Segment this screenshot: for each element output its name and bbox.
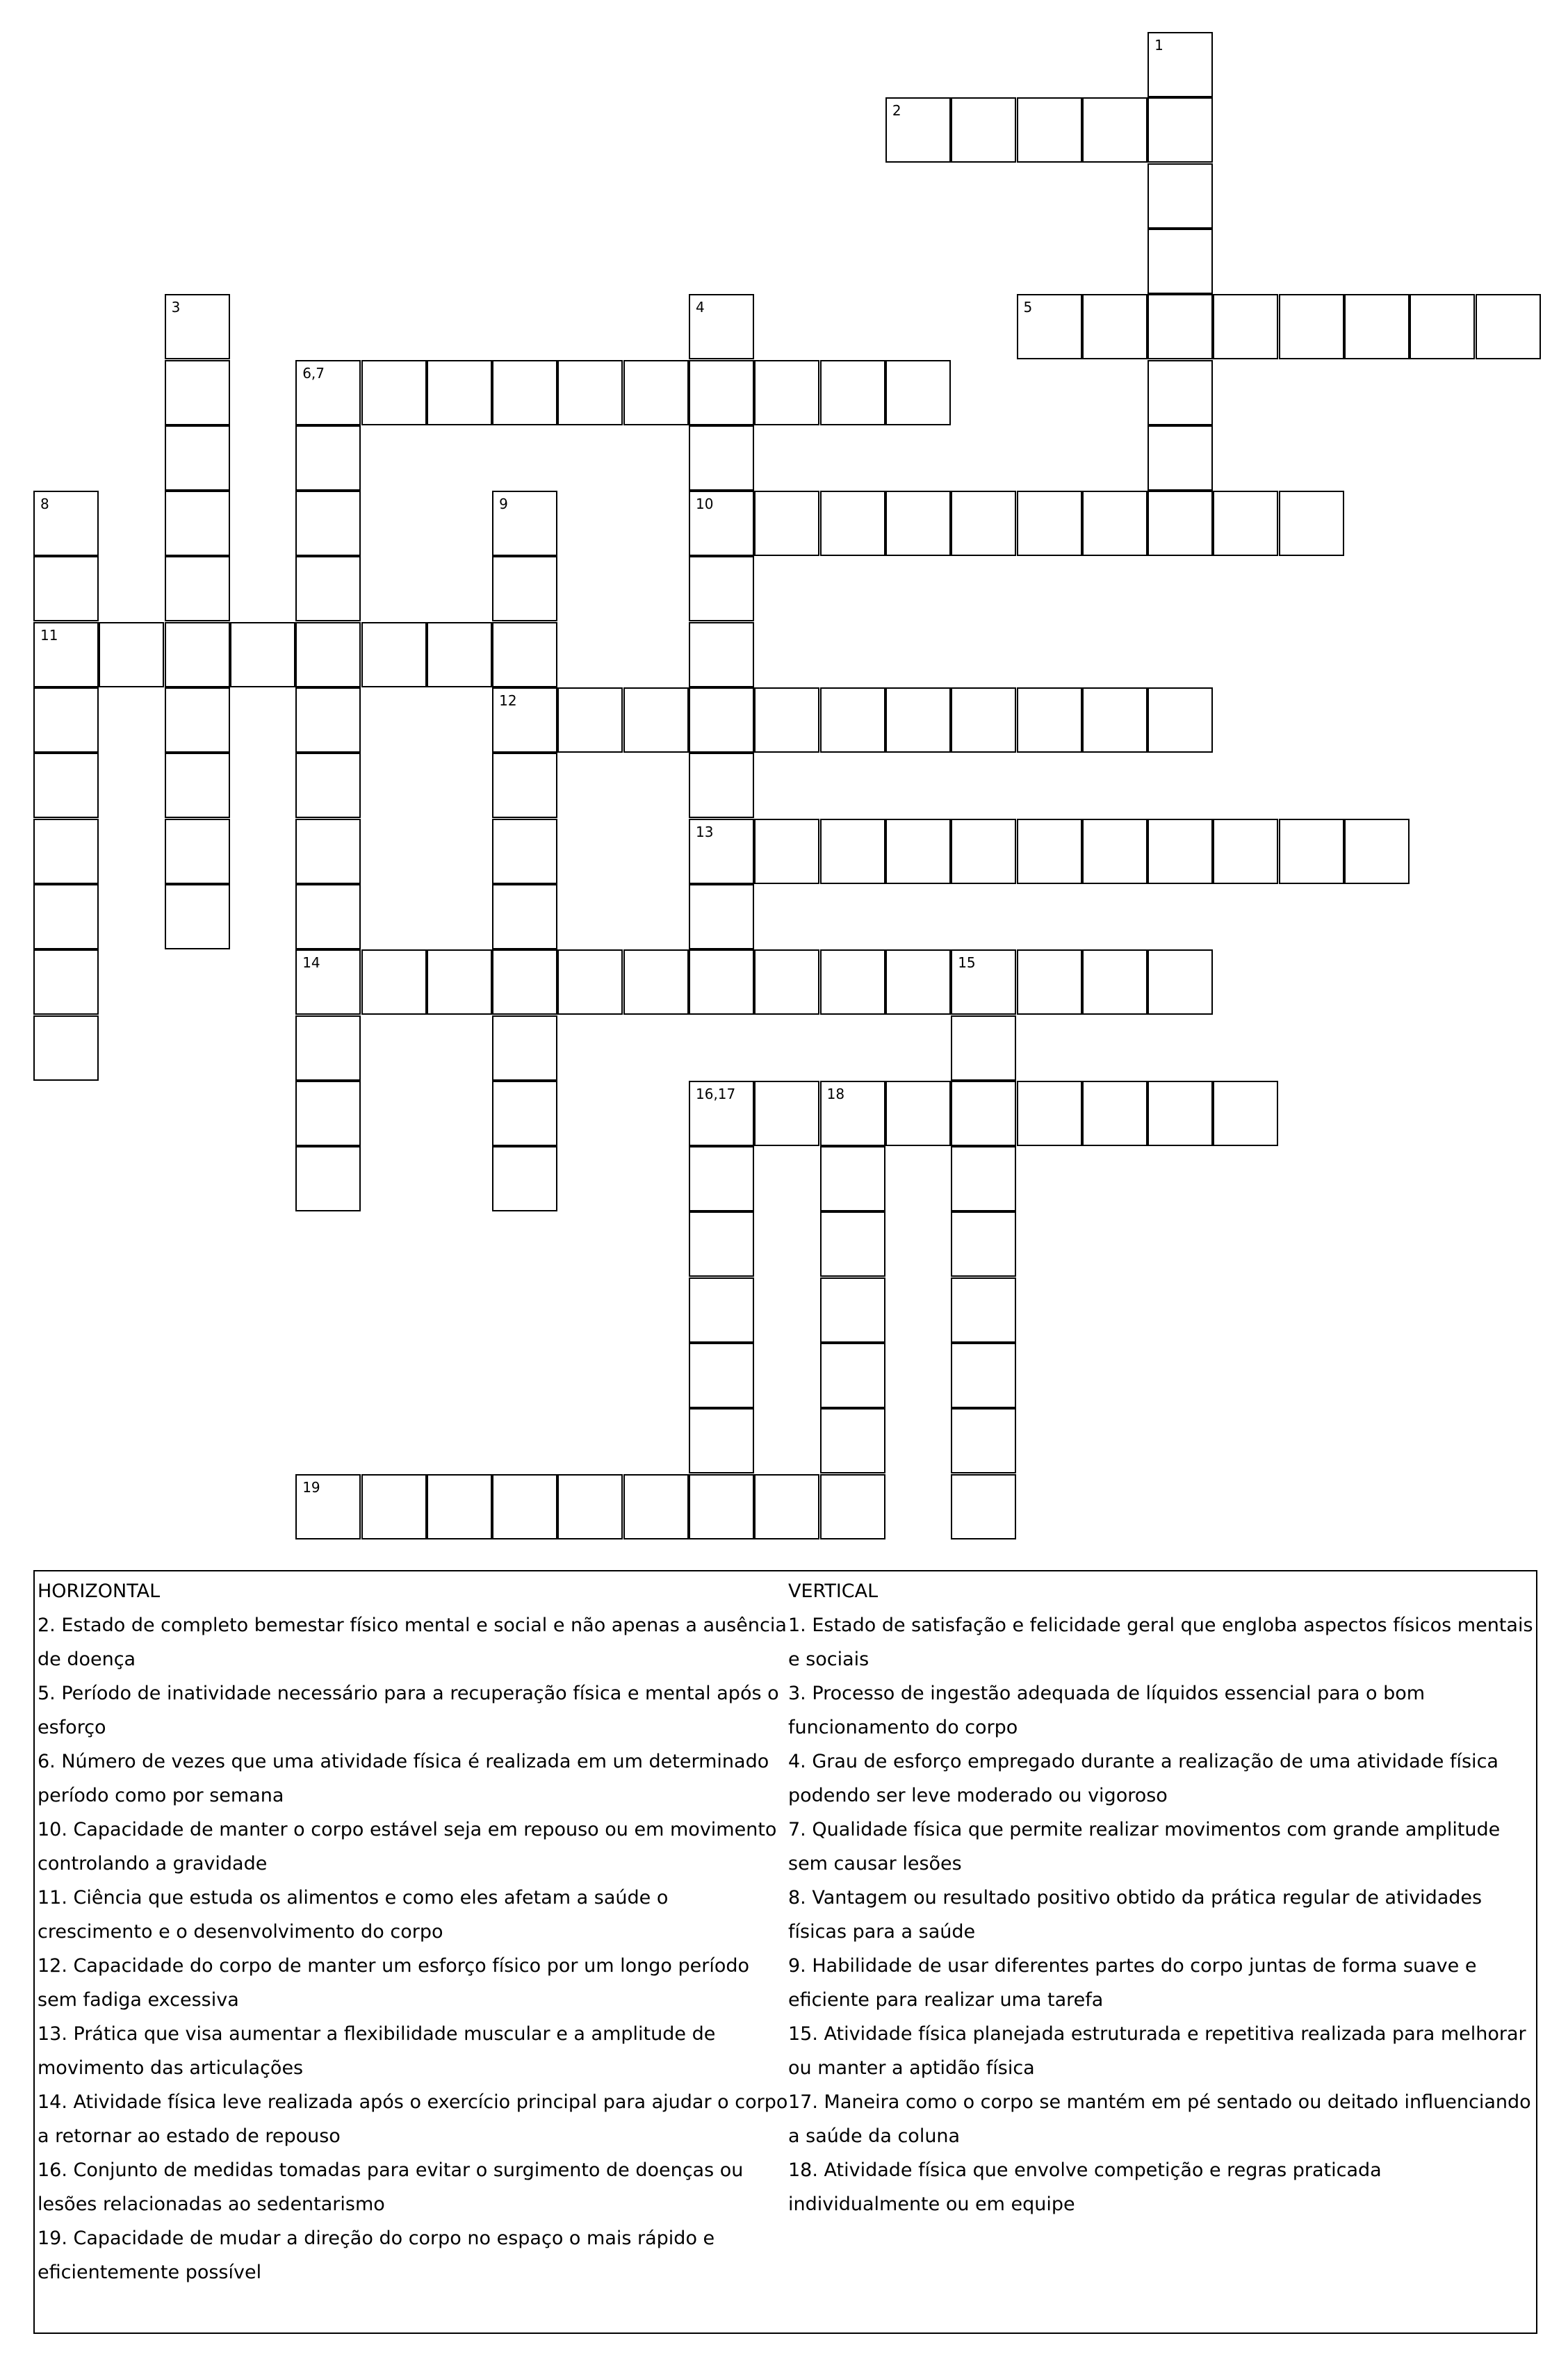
grid-cell[interactable]	[165, 622, 230, 687]
grid-cell[interactable]	[1082, 491, 1148, 556]
grid-cell[interactable]	[754, 1081, 819, 1146]
grid-cell[interactable]	[951, 1081, 1016, 1146]
vertical-clue: 4. Grau de esforço empregado durante a realização de uma atividade física podendo ser leve moderado ou vigoroso	[788, 1751, 1498, 1806]
vertical-clue: 7. Qualidade física que permite realizar movimentos com grande amplitude sem causar lesões	[788, 1819, 1501, 1874]
grid-cell[interactable]	[1344, 819, 1410, 884]
grid-cell[interactable]	[1017, 491, 1082, 556]
grid-cell[interactable]	[1279, 819, 1344, 884]
horizontal-clue: 19. Capacidade de mudar a direção do corpo no espaço o mais rápido e eficientemente possível	[38, 2228, 715, 2283]
grid-cell[interactable]	[623, 360, 689, 425]
grid-cell[interactable]	[885, 949, 951, 1015]
grid-cell[interactable]	[689, 949, 754, 1015]
clue-number: 18	[826, 1085, 845, 1102]
clue-number: 15	[958, 954, 976, 972]
horizontal-clue: 5. Período de inatividade necessário para a recuperação física e mental após o esforço	[38, 1683, 779, 1738]
grid-cell[interactable]	[361, 360, 427, 425]
grid-cell[interactable]	[754, 360, 819, 425]
grid-cell[interactable]	[689, 425, 754, 491]
grid-cell[interactable]	[33, 556, 99, 621]
vertical-clue: 17. Maneira como o corpo se mantém em pé sentado ou deitado influenciando a saúde da coluna	[788, 2091, 1531, 2147]
grid-cell[interactable]	[689, 556, 754, 621]
clue-number: 5	[1023, 299, 1033, 316]
grid-cell[interactable]	[295, 360, 361, 425]
grid-cell[interactable]	[492, 753, 557, 818]
grid-cell[interactable]	[1213, 294, 1278, 359]
grid-cell[interactable]	[1017, 97, 1082, 163]
grid-cell[interactable]	[492, 819, 557, 884]
grid-cell[interactable]	[1213, 819, 1278, 884]
grid-cell[interactable]	[1148, 491, 1213, 556]
grid-cell[interactable]	[820, 1146, 885, 1211]
horizontal-clue: 12. Capacidade do corpo de manter um esforço físico por um longo período sem fadiga excessiva	[38, 1955, 749, 2011]
grid-cell[interactable]	[1148, 949, 1213, 1015]
grid-cell[interactable]	[165, 294, 230, 359]
grid-cell[interactable]	[1148, 97, 1213, 163]
grid-cell[interactable]	[33, 687, 99, 753]
vertical-clue: 3. Processo de ingestão adequada de líquidos essencial para o bom funcionamento do corpo	[788, 1683, 1426, 1738]
vertical-clue: 15. Atividade física planejada estruturada e repetitiva realizada para melhorar ou manter a aptidão física	[788, 2023, 1526, 2079]
grid-cell[interactable]	[1017, 819, 1082, 884]
clue-number: 2	[892, 102, 901, 120]
grid-cell[interactable]	[951, 819, 1016, 884]
grid-cell[interactable]	[754, 819, 819, 884]
grid-cell[interactable]	[885, 687, 951, 753]
grid-cell[interactable]	[1344, 294, 1410, 359]
grid-cell[interactable]	[165, 556, 230, 621]
grid-cell[interactable]	[689, 294, 754, 359]
grid-cell[interactable]	[754, 687, 819, 753]
grid-cell[interactable]	[295, 622, 361, 687]
horizontal-clue: 6. Número de vezes que uma atividade física é realizada em um determinado período como por semana	[38, 1751, 769, 1806]
grid-cell[interactable]	[820, 687, 885, 753]
grid-cell[interactable]	[885, 491, 951, 556]
grid-cell[interactable]	[492, 622, 557, 687]
grid-cell[interactable]	[820, 1277, 885, 1343]
grid-cell[interactable]	[754, 1474, 819, 1539]
grid-cell[interactable]	[820, 1474, 885, 1539]
grid-cell[interactable]	[951, 1277, 1016, 1343]
grid-cell[interactable]	[689, 1277, 754, 1343]
grid-cell[interactable]	[1082, 97, 1148, 163]
grid-cell[interactable]	[295, 1015, 361, 1081]
grid-cell[interactable]	[427, 949, 492, 1015]
grid-cell[interactable]	[427, 622, 492, 687]
grid-cell[interactable]	[623, 1474, 689, 1539]
grid-cell[interactable]	[295, 1081, 361, 1146]
clue-number: 10	[696, 496, 714, 513]
grid-cell[interactable]	[165, 360, 230, 425]
grid-cell[interactable]	[295, 1146, 361, 1211]
vertical-clue: 1. Estado de satisfação e felicidade geral que engloba aspectos físicos mentais e sociais	[788, 1615, 1533, 1670]
grid-cell[interactable]	[689, 753, 754, 818]
grid-cell[interactable]	[951, 949, 1016, 1015]
grid-cell[interactable]	[165, 491, 230, 556]
grid-cell[interactable]	[951, 491, 1016, 556]
grid-cell[interactable]	[885, 819, 951, 884]
grid-cell[interactable]	[295, 884, 361, 949]
grid-cell[interactable]	[885, 360, 951, 425]
grid-cell[interactable]	[1082, 819, 1148, 884]
grid-cell[interactable]	[951, 687, 1016, 753]
grid-cell[interactable]	[951, 1408, 1016, 1473]
grid-cell[interactable]	[1213, 1081, 1278, 1146]
grid-cell[interactable]	[754, 491, 819, 556]
grid-cell[interactable]	[820, 819, 885, 884]
grid-cell[interactable]	[1017, 294, 1082, 359]
grid-cell[interactable]	[1279, 491, 1344, 556]
horizontal-title: HORIZONTAL	[38, 1580, 161, 1602]
grid-cell[interactable]	[33, 949, 99, 1015]
grid-cell[interactable]	[557, 360, 623, 425]
grid-cell[interactable]	[295, 556, 361, 621]
clue-number: 19	[302, 1478, 320, 1496]
horizontal-clue: 2. Estado de completo bemestar físico mental e social e não apenas a ausência de doença	[38, 1615, 787, 1670]
grid-cell[interactable]	[820, 1211, 885, 1277]
grid-cell[interactable]	[1148, 360, 1213, 425]
grid-cell[interactable]	[165, 884, 230, 949]
grid-cell[interactable]	[99, 622, 164, 687]
grid-cell[interactable]	[820, 949, 885, 1015]
grid-cell[interactable]	[820, 1343, 885, 1408]
grid-cell[interactable]	[1017, 687, 1082, 753]
horizontal-clue: 16. Conjunto de medidas tomadas para evitar o surgimento de doenças ou lesões relacionadas ao sedentarismo	[38, 2159, 744, 2215]
grid-cell[interactable]	[557, 687, 623, 753]
grid-cell[interactable]	[557, 949, 623, 1015]
grid-cell[interactable]	[1148, 294, 1213, 359]
grid-cell[interactable]	[1082, 687, 1148, 753]
grid-cell[interactable]	[1017, 949, 1082, 1015]
clue-number: 6,7	[302, 364, 325, 382]
grid-cell[interactable]	[492, 949, 557, 1015]
grid-cell[interactable]	[492, 687, 557, 753]
grid-cell[interactable]	[1476, 294, 1541, 359]
grid-cell[interactable]	[885, 97, 951, 163]
grid-cell[interactable]	[1410, 294, 1475, 359]
grid-cell[interactable]	[689, 819, 754, 884]
clue-number: 13	[696, 823, 714, 840]
grid-cell[interactable]	[754, 949, 819, 1015]
grid-cell[interactable]	[820, 491, 885, 556]
grid-cell[interactable]	[492, 360, 557, 425]
grid-cell[interactable]	[689, 1474, 754, 1539]
grid-cell[interactable]	[689, 884, 754, 949]
grid-cell[interactable]	[689, 1343, 754, 1408]
grid-cell[interactable]	[951, 1015, 1016, 1081]
grid-cell[interactable]	[361, 1474, 427, 1539]
grid-cell[interactable]	[951, 1146, 1016, 1211]
horizontal-clue: 14. Atividade física leve realizada após o exercício principal para ajudar o corpo a retornar ao estado de repouso	[38, 2091, 788, 2147]
grid-cell[interactable]	[820, 1408, 885, 1473]
grid-cell[interactable]	[1082, 294, 1148, 359]
horizontal-clue: 13. Prática que visa aumentar a flexibilidade muscular e a amplitude de movimento das articulações	[38, 2023, 716, 2079]
clue-number: 1	[1154, 37, 1163, 54]
clues-box	[33, 1570, 1537, 2334]
grid-cell[interactable]	[165, 425, 230, 491]
grid-cell[interactable]	[557, 1474, 623, 1539]
grid-cell[interactable]	[951, 97, 1016, 163]
grid-cell[interactable]	[1148, 425, 1213, 491]
clue-number: 12	[499, 692, 517, 709]
grid-cell[interactable]	[1148, 229, 1213, 294]
vertical-clue: 18. Atividade física que envolve competição e regras praticada individualmente ou em equipe	[788, 2159, 1382, 2215]
grid-cell[interactable]	[492, 1474, 557, 1539]
grid-cell[interactable]	[33, 884, 99, 949]
clue-number: 8	[40, 496, 49, 513]
grid-cell[interactable]	[33, 753, 99, 818]
grid-cell[interactable]	[1082, 949, 1148, 1015]
clue-number: 11	[40, 626, 58, 644]
grid-cell[interactable]	[1148, 819, 1213, 884]
grid-cell[interactable]	[1148, 687, 1213, 753]
grid-cell[interactable]	[230, 622, 295, 687]
grid-cell[interactable]	[165, 819, 230, 884]
grid-cell[interactable]	[492, 1081, 557, 1146]
grid-cell[interactable]	[820, 1081, 885, 1146]
grid-cell[interactable]	[33, 491, 99, 556]
grid-cell[interactable]	[689, 491, 754, 556]
grid-cell[interactable]	[623, 949, 689, 1015]
vertical-clues	[788, 1574, 1536, 2221]
grid-cell[interactable]	[427, 360, 492, 425]
vertical-clue: 9. Habilidade de usar diferentes partes do corpo juntas de forma suave e eficiente para realizar uma tarefa	[788, 1955, 1477, 2011]
grid-cell[interactable]	[1082, 1081, 1148, 1146]
grid-cell[interactable]	[295, 425, 361, 491]
grid-cell[interactable]	[689, 1211, 754, 1277]
clue-number: 4	[696, 299, 705, 316]
grid-cell[interactable]	[361, 949, 427, 1015]
grid-cell[interactable]	[689, 622, 754, 687]
grid-cell[interactable]	[165, 687, 230, 753]
grid-cell[interactable]	[33, 819, 99, 884]
grid-cell[interactable]	[492, 1146, 557, 1211]
grid-cell[interactable]	[295, 949, 361, 1015]
clue-number: 14	[302, 954, 320, 972]
grid-cell[interactable]	[689, 687, 754, 753]
vertical-clue: 8. Vantagem ou resultado positivo obtido da prática regular de atividades físicas para a saúde	[788, 1887, 1483, 1943]
grid-cell[interactable]	[295, 819, 361, 884]
grid-cell[interactable]	[295, 753, 361, 818]
clue-number: 9	[499, 496, 508, 513]
horizontal-clue: 10. Capacidade de manter o corpo estável seja em repouso ou em movimento controlando a gravidade	[38, 1819, 777, 1874]
grid-cell[interactable]	[361, 622, 427, 687]
grid-cell[interactable]	[951, 1343, 1016, 1408]
grid-cell[interactable]	[295, 491, 361, 556]
grid-cell[interactable]	[492, 556, 557, 621]
grid-cell[interactable]	[623, 687, 689, 753]
grid-cell[interactable]	[1148, 32, 1213, 97]
grid-cell[interactable]	[1279, 294, 1344, 359]
grid-cell[interactable]	[689, 1081, 754, 1146]
grid-cell[interactable]	[885, 1081, 951, 1146]
grid-cell[interactable]	[689, 360, 754, 425]
grid-cell[interactable]	[820, 360, 885, 425]
grid-cell[interactable]	[1213, 491, 1278, 556]
grid-cell[interactable]	[427, 1474, 492, 1539]
clue-number: 3	[171, 299, 181, 316]
grid-cell[interactable]	[295, 1474, 361, 1539]
grid-cell[interactable]	[1017, 1081, 1082, 1146]
grid-cell[interactable]	[492, 1015, 557, 1081]
grid-cell[interactable]	[689, 1146, 754, 1211]
grid-cell[interactable]	[689, 1408, 754, 1473]
grid-cell[interactable]	[951, 1211, 1016, 1277]
grid-cell[interactable]	[492, 491, 557, 556]
grid-cell[interactable]	[33, 622, 99, 687]
grid-cell[interactable]	[1148, 1081, 1213, 1146]
vertical-title: VERTICAL	[788, 1580, 879, 1602]
grid-cell[interactable]	[165, 753, 230, 818]
clue-number: 16,17	[696, 1085, 736, 1102]
horizontal-clue: 11. Ciência que estuda os alimentos e como eles afetam a saúde o crescimento e o desenvolvimento do corpo	[38, 1887, 669, 1943]
horizontal-clues	[38, 1574, 788, 2289]
grid-cell[interactable]	[1148, 163, 1213, 229]
grid-cell[interactable]	[33, 1015, 99, 1081]
grid-cell[interactable]	[951, 1474, 1016, 1539]
grid-cell[interactable]	[492, 884, 557, 949]
grid-cell[interactable]	[295, 687, 361, 753]
